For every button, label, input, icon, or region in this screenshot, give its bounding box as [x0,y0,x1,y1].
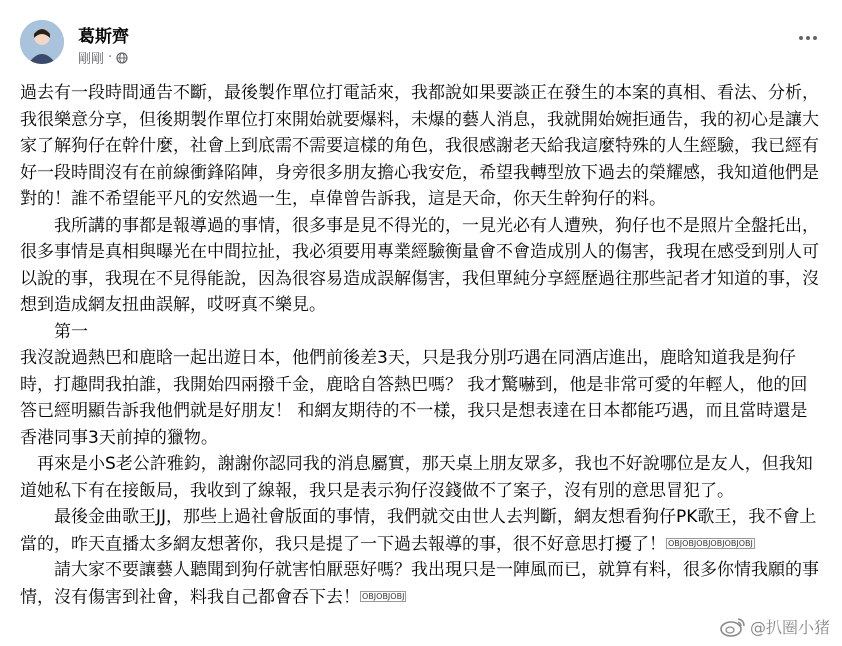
post-paragraph: 再來是小S老公許雅鈞，謝謝你認同我的消息屬實，那天桌上朋友眾多，我也不好說哪位是友人，但我知道她私下有在接飯局，我收到了線報，我只是表示狗仔沒錢做不了案子，沒有別的意思冒犯了。 [20,454,813,501]
avatar[interactable] [20,20,64,64]
watermark [720,615,830,638]
post-body [20,80,820,611]
embedded-object-tags: OBJOBJOBJ [362,591,405,601]
post-paragraph: 我所講的事都是報導過的事情，很多事是見不得光的，一見光必有人遭殃，狗仔也不是照片全盤托出，很多事情是真相與曝光在中間拉扯，我必須要用專業經驗衡量會不會造成別人的傷害，我現在感受到別人可以說的事，我現在不見得能說，因為很容易造成誤解傷害，我但單純分享經歷過往那些記者才知道的事，沒想到造成網友扭曲誤解，哎呀真不樂見。 [20,215,819,315]
dot-icon [799,36,803,40]
author-name[interactable]: 葛斯齊 [78,27,129,47]
post-meta: 剛剛 · [78,48,128,67]
post-paragraph [20,557,820,610]
post-timestamp[interactable]: 剛剛 [78,52,105,67]
globe-icon [116,52,128,64]
post-paragraph: 第一 [20,321,88,342]
dot-icon [813,36,817,40]
post-paragraph-text: 最後金曲歌王JJ，那些上過社會版面的事情，我們就交由世人去判斷，網友想看狗仔PK歌王，我不會上當的，昨天直播太多網友想著你，我只是提了一下過去報導的事，很不好意思打擾了！ [20,507,817,554]
dot-icon [806,36,810,40]
weibo-icon [720,617,746,637]
avatar-image [20,20,64,64]
post-header [20,14,832,70]
post-paragraph [20,504,820,557]
post-paragraph-text: 請大家不要讓藝人聽聞到狗仔就害怕厭惡好嗎？我出現只是一陣風而已，就算有料，很多你情我願的事情，沒有傷害到社會，料我自己都會吞下去！ [20,560,819,607]
more-options-button[interactable] [792,26,824,50]
watermark-text: @扒圈小猪 [749,618,830,637]
post-paragraph: 我沒說過熱巴和鹿晗一起出遊日本，他們前後差3天，只是我分別巧遇在同酒店進出，鹿晗知道我是狗仔時，打趣問我拍誰，我開始四兩撥千金，鹿晗自答熱巴嗎？ 我才驚嚇到，他是非常可愛的年輕人，他的回答已經明顯告訴我他們就是好朋友！ 和網友期待的不一樣，我只是想表達在日本都能巧遇，而且當時還是香港同事3天前掉的獵物。 [20,348,808,448]
embedded-object-tags: OBJOBJOBJOBJOBJOBJ [668,538,753,548]
post-paragraph: 過去有一段時間通告不斷，最後製作單位打電話來，我都說如果要談正在發生的本案的真相、看法、分析，我很樂意分享，但後期製作單位打來開始就要爆料，未爆的藝人消息，我就開始婉拒通告，我的初心是讓大家了解狗仔在幹什麼，社會上到底需不需要這樣的角色，我很感謝老天給我這麼特殊的人生經驗，我已經有好一段時間沒有在前線衝鋒陷陣，身旁很多朋友擔心我安危，希望我轉型放下過去的榮耀感，我知道他們是對的！誰不希望能平凡的安然過一生，卓偉曾告訴我，這是天命，你天生幹狗仔的料。 [20,83,819,209]
